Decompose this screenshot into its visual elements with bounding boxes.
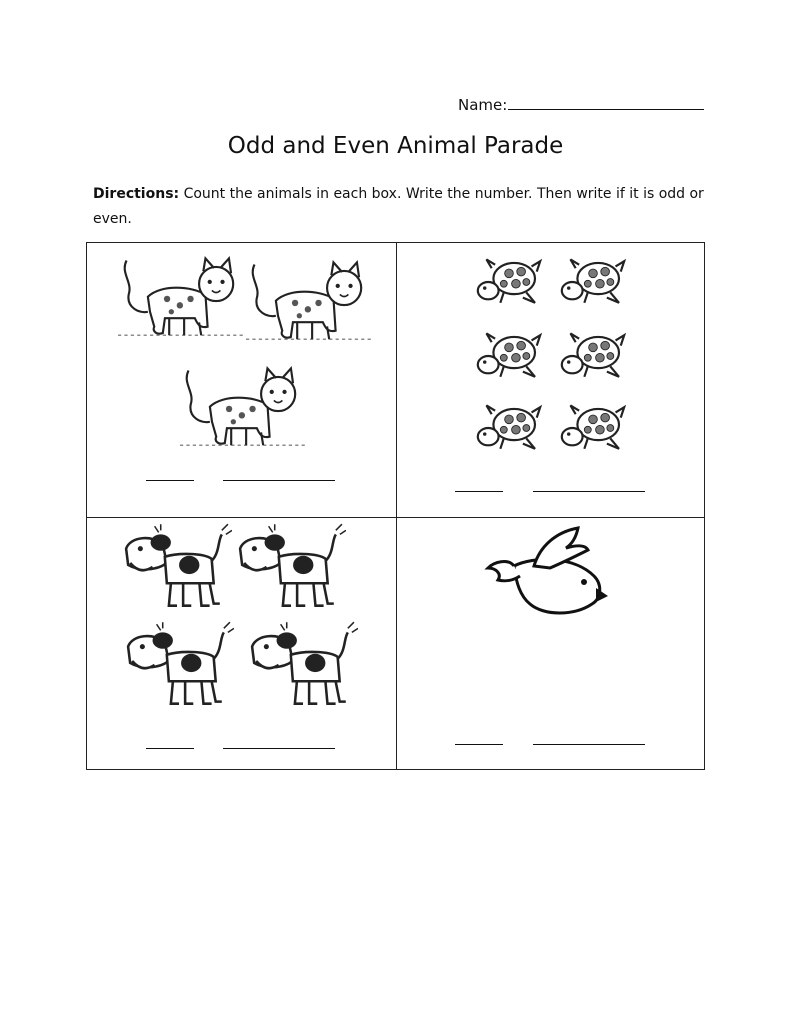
dog-icon <box>120 522 232 614</box>
directions <box>93 182 713 232</box>
cat-icon <box>118 252 246 348</box>
dog-icon <box>234 522 346 614</box>
odd-even-answer-blank[interactable] <box>533 491 645 492</box>
name-label: Name: <box>458 96 508 114</box>
bird-icon <box>484 526 614 626</box>
odd-even-answer-blank[interactable] <box>533 744 645 745</box>
dog-icon <box>122 620 234 712</box>
name-blank[interactable] <box>508 97 704 110</box>
grid-divider-horizontal <box>87 517 704 518</box>
odd-even-answer-blank[interactable] <box>223 480 335 481</box>
number-answer-blank[interactable] <box>455 744 503 745</box>
number-answer-blank[interactable] <box>146 748 194 749</box>
name-field[interactable] <box>458 96 704 114</box>
directions-label: Directions: <box>93 186 180 202</box>
turtle-icon <box>558 402 628 454</box>
odd-even-answer-blank[interactable] <box>223 748 335 749</box>
number-answer-blank[interactable] <box>146 480 194 481</box>
directions-text: Count the animals in each box. Write the number. Then write if it is odd or even. <box>93 186 704 227</box>
turtle-icon <box>474 402 544 454</box>
number-answer-blank[interactable] <box>455 491 503 492</box>
turtle-icon <box>558 330 628 382</box>
dog-icon <box>246 620 358 712</box>
cat-icon <box>180 362 308 458</box>
grid-divider-vertical <box>396 243 397 769</box>
turtle-icon <box>474 256 544 308</box>
cat-icon <box>246 256 374 352</box>
page-title: Odd and Even Animal Parade <box>227 133 564 159</box>
turtle-icon <box>474 330 544 382</box>
turtle-icon <box>558 256 628 308</box>
